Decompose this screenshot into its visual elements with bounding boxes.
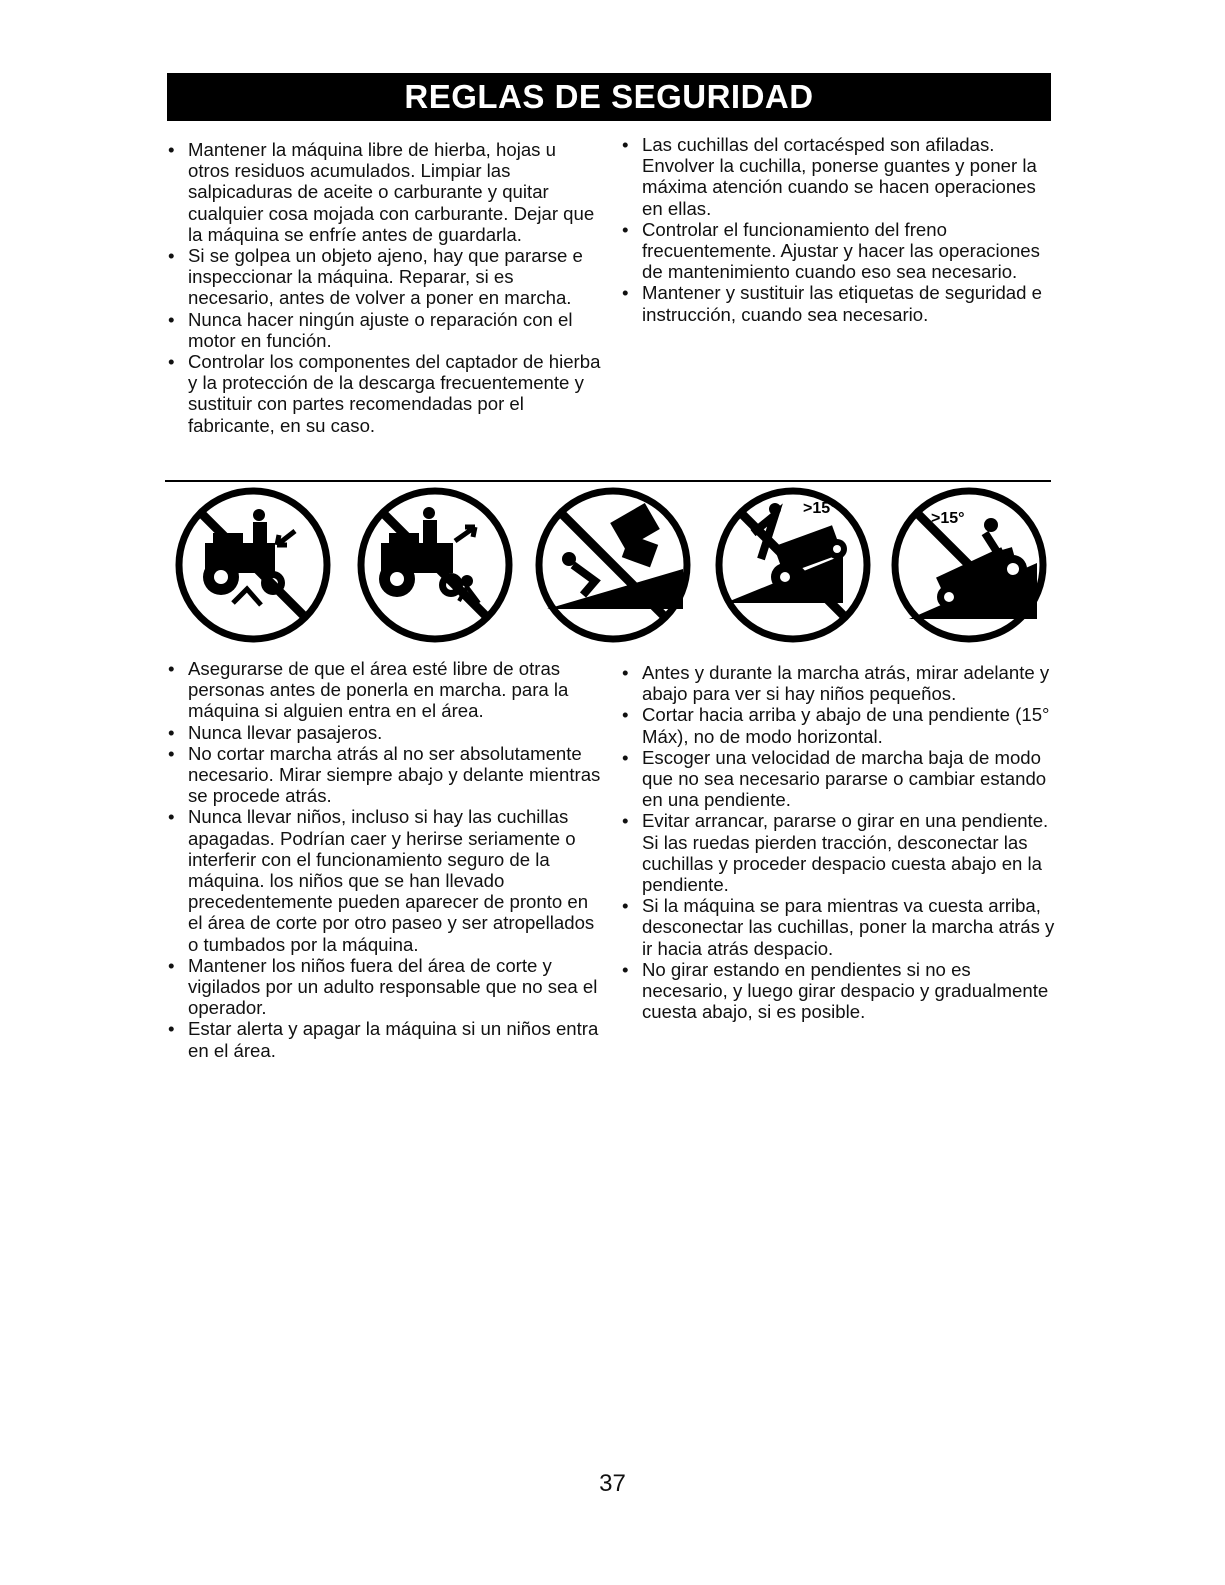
rule-item: • Si la máquina se para mientras va cuesta arriba, desconectar las cuchillas, poner la marcha atrás y ir hacia atrás despacio. xyxy=(620,895,1060,959)
no-slope-across-15-icon xyxy=(889,485,1049,645)
rule-item: • Mantener y sustituir las etiquetas de seguridad e instrucción, cuando sea necesario. xyxy=(620,282,1060,324)
page-number: 37 xyxy=(599,1470,626,1497)
rule-item: • Nunca llevar niños, incluso si hay las cuchillas apagadas. Podrían caer y herirse seriamente o interferir con el funcionamiento seguro de la máquina. los niños que se han llevado precedentemente pueden aparecer de pronto en el área de corte por otro paseo y ser atropellados o tumbados por la máquina. xyxy=(166,806,601,954)
rule-item: • Escoger una velocidad de marcha baja de modo que no sea necesario pararse o cambiar estando en una pendiente. xyxy=(620,747,1060,811)
rules-top-right xyxy=(620,134,1060,325)
rule-item: • No cortar marcha atrás al no ser absolutamente necesario. Mirar siempre abajo y delante mientras se procede atrás. xyxy=(166,743,601,807)
warning-icons xyxy=(165,485,1051,645)
section-title: REGLAS DE SEGURIDAD xyxy=(167,73,1051,121)
rule-item: • Nunca hacer ningún ajuste o reparación con el motor en función. xyxy=(166,309,601,351)
rule-item: • Mantener la máquina libre de hierba, hojas u otros residuos acumulados. Limpiar las salpicaduras de aceite o carburante y quitar cualquier cosa mojada con carburante. Dejar que la máquina se enfríe antes de guardarla. xyxy=(166,139,601,245)
rules-bottom-right xyxy=(620,662,1060,1022)
no-tip-over-slope-icon xyxy=(533,485,693,645)
rule-item: • Controlar el funcionamiento del freno frecuentemente. Ajustar y hacer las operaciones de mantenimiento cuando eso sea necesario. xyxy=(620,219,1060,283)
rules-top-left xyxy=(166,139,601,436)
rule-item: • No girar estando en pendientes si no es necesario, y luego girar despacio y gradualmente cuesta abajo, si es posible. xyxy=(620,959,1060,1023)
rule-item: • Evitar arrancar, pararse o girar en una pendiente. Si las ruedas pierden tracción, desconectar las cuchillas y proceder despacio cuesta abajo en la pendiente. xyxy=(620,810,1060,895)
rule-item: • Las cuchillas del cortacésped son afiladas. Envolver la cuchilla, ponerse guantes y poner la máxima atención cuando se hacen operaciones en ellas. xyxy=(620,134,1060,219)
rule-item: • Controlar los componentes del captador de hierba y la protección de la descarga frecuentemente y sustituir con partes recomendadas por el fabricante, en su caso. xyxy=(166,351,601,436)
no-passengers-icon xyxy=(173,485,333,645)
rule-item: • Nunca llevar pasajeros. xyxy=(166,722,601,743)
slope-label: >15° xyxy=(803,500,837,517)
rule-item: • Si se golpea un objeto ajeno, hay que pararse e inspeccionar la máquina. Reparar, si es necesario, antes de volver a poner en marcha. xyxy=(166,245,601,309)
rule-item: • Estar alerta y apagar la máquina si un niños entra en el área. xyxy=(166,1018,601,1060)
no-children-icon xyxy=(355,485,515,645)
slope-label: >15° xyxy=(931,510,965,527)
rule-item: • Antes y durante la marcha atrás, mirar adelante y abajo para ver si hay niños pequeños. xyxy=(620,662,1060,704)
no-slope-over-15-icon xyxy=(713,485,873,645)
rules-bottom-left xyxy=(166,658,601,1061)
rule-item: • Asegurarse de que el área esté libre de otras personas antes de ponerla en marcha. para la máquina si alguien entra en el área. xyxy=(166,658,601,722)
rule-item: • Mantener los niños fuera del área de corte y vigilados por un adulto responsable que no sea el operador. xyxy=(166,955,601,1019)
rule-item: • Cortar hacia arriba y abajo de una pendiente (15° Máx), no de modo horizontal. xyxy=(620,704,1060,746)
divider xyxy=(165,480,1051,482)
